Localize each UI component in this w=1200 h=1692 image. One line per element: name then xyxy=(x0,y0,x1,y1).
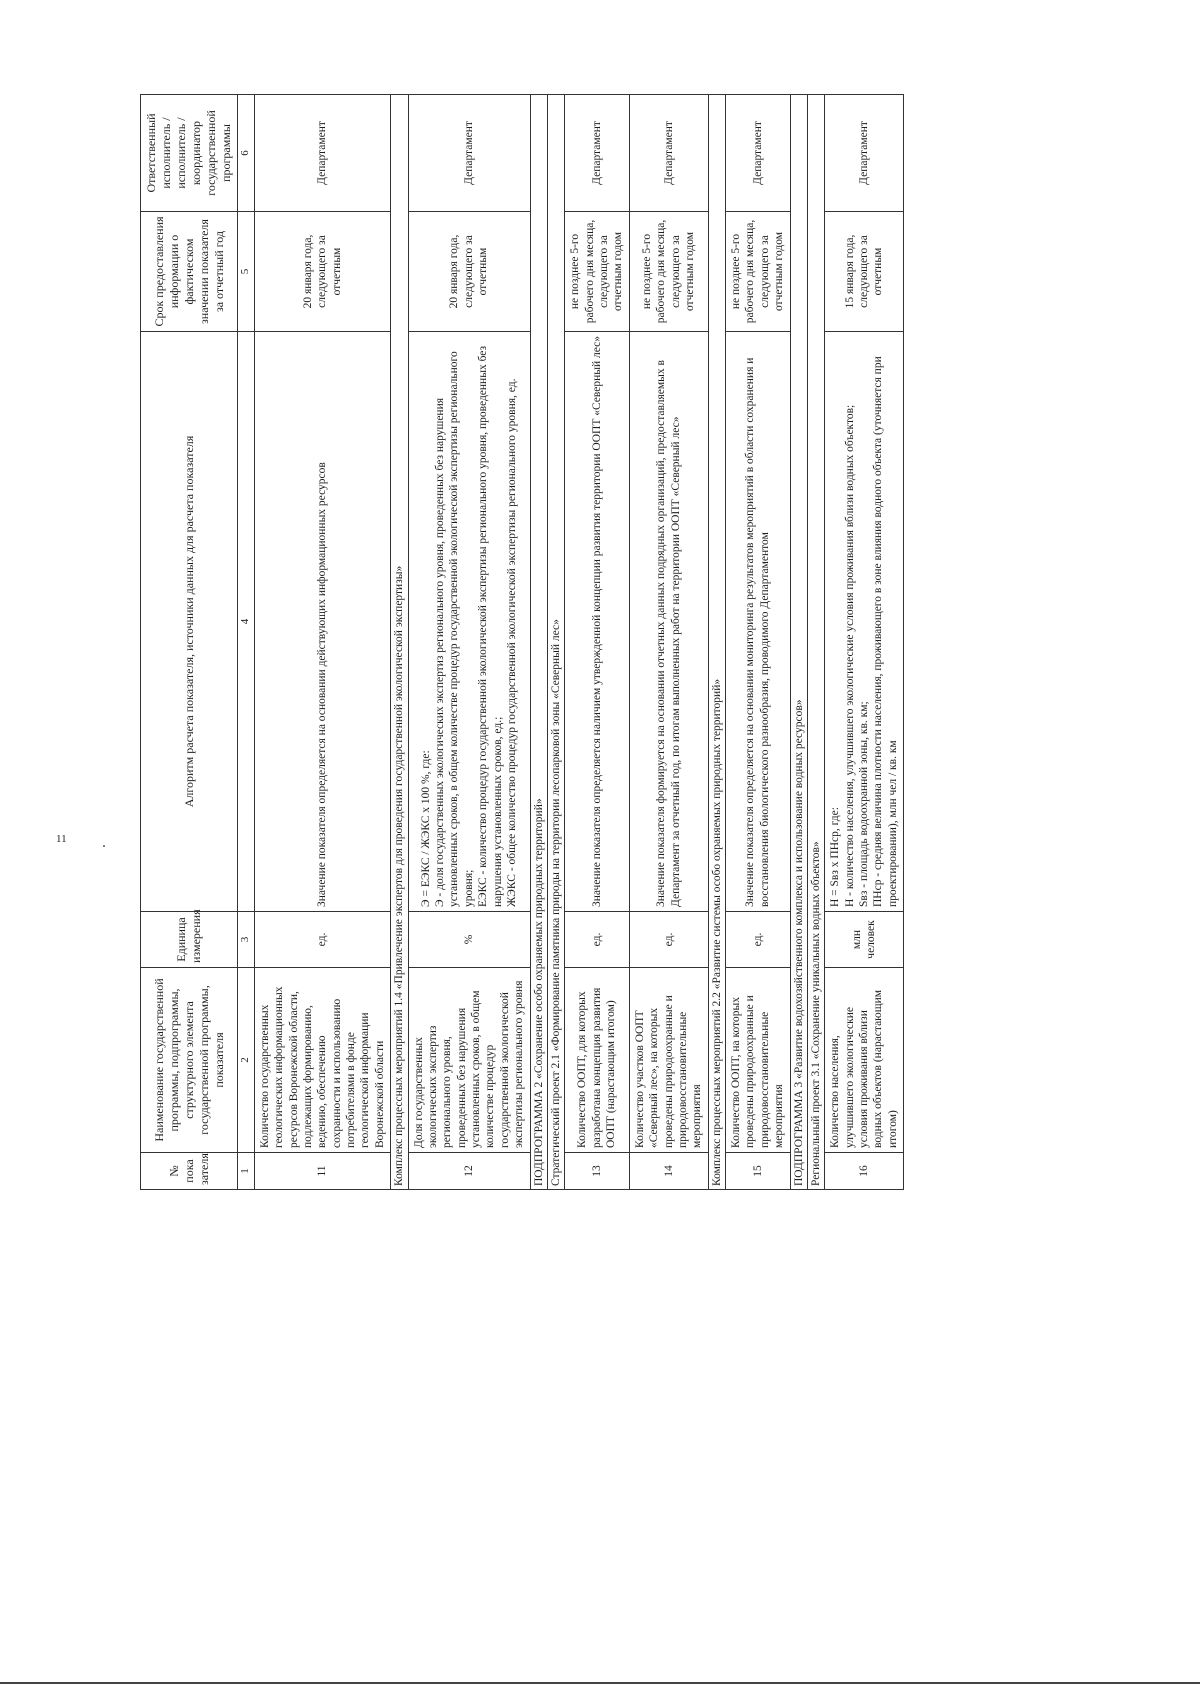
table-body xyxy=(254,95,903,1190)
table-row xyxy=(565,95,630,1190)
indicator-name: Количество населения, улучшившего экологические условия проживания вблизи водных объектов (нарастающим итогом) xyxy=(825,968,904,1153)
unit-cell: млн человек xyxy=(825,912,904,968)
indicator-name: Количество государственных геологических информационных ресурсов Воронежской области, подлежащих формированию, ведению, обеспечению сохранности и использованию потребителями в фонде геологической информации Воронежской области xyxy=(254,968,390,1153)
indicator-number: 16 xyxy=(825,1153,904,1190)
indicator-name: Количество участков ООПТ «Северный лес», на которых проведены природоохранные и природовосстановительные мероприятия xyxy=(629,968,708,1153)
header-cell-deadline: Срок предоставления информации о фактическом значении показателя за отчетный год xyxy=(141,212,238,332)
scan-speck xyxy=(103,845,105,847)
section-title: Комплекс процессных мероприятий 2.2 «Развитие системы особо охраняемых природных территорий» xyxy=(708,95,725,1190)
section-title: Комплекс процессных мероприятий 1.4 «Привлечение экспертов для проведения государственной экологической экспертизы» xyxy=(391,95,408,1190)
header-row xyxy=(141,95,238,1190)
algorithm-cell: Значение показателя определяется на основании мониторинга результатов мероприятий в области сохранения и восстановления биологического разнообразия, проводимого Департаментом xyxy=(726,332,791,912)
section-title: ПОДПРОГРАММА 3 «Развитие водохозяйственного комплекса и использование водных ресурсов» xyxy=(790,95,807,1190)
indicator-number: 14 xyxy=(629,1153,708,1190)
column-number: 2 xyxy=(238,968,255,1153)
responsible-cell: Департамент xyxy=(726,95,791,212)
deadline-cell: 15 января года, следующего за отчетным xyxy=(825,212,904,332)
table-row xyxy=(825,95,904,1190)
responsible-cell: Департамент xyxy=(565,95,630,212)
responsible-cell: Департамент xyxy=(825,95,904,212)
column-number: 3 xyxy=(238,912,255,968)
indicator-name: Количество ООПТ, на которых проведены природоохранные и природовосстановительные мероприятия xyxy=(726,968,791,1153)
algorithm-cell: Значение показателя формируется на основании отчетных данных подрядных организаций, предоставляемых в Департамент за отчетный год, по итогам выполненных работ на территории ООПТ «Северный лес» xyxy=(629,332,708,912)
rotated-table-container xyxy=(140,95,904,1190)
indicator-number: 12 xyxy=(408,1153,530,1190)
unit-cell: ед. xyxy=(629,912,708,968)
responsible-cell: Департамент xyxy=(254,95,390,212)
unit-cell: ед. xyxy=(565,912,630,968)
responsible-cell: Департамент xyxy=(629,95,708,212)
table-row xyxy=(629,95,708,1190)
indicator-number: 15 xyxy=(726,1153,791,1190)
column-number: 5 xyxy=(238,212,255,332)
indicator-name: Доля государственных экологических экспертиз регионального уровня, проведенных без нарушения установленных сроков, в общем количестве процедур государственной экологической экспертизы регионального уровня xyxy=(408,968,530,1153)
algorithm-cell: Н = Sвз х ПНср, где: Н - количество населения, улучшившего экологические условия проживания вблизи водных объектов; Sвз - площадь водоохранной зоны, кв. км; ПНср - средняя величина плотности населения, проживающего в зоне влияния водного объекта (уточняется при проектировании), млн чел / кв. км xyxy=(825,332,904,912)
page-number: 11 xyxy=(56,833,67,845)
deadline-cell: не позднее 5-го рабочего дня месяца, следующего за отчетным годом xyxy=(726,212,791,332)
column-number: 4 xyxy=(238,332,255,912)
algorithm-cell: Значение показателя определяется на основании действующих информационных ресурсов xyxy=(254,332,390,912)
header-cell-algorithm: Алгоритм расчета показателя, источники данных для расчета показателя xyxy=(141,332,238,912)
indicators-table xyxy=(140,94,904,1190)
column-number-row xyxy=(238,95,255,1190)
algorithm-cell: Значение показателя определяется наличием утвержденной концепции развития территории ООПТ «Северный лес» xyxy=(565,332,630,912)
responsible-cell: Департамент xyxy=(408,95,530,212)
column-number: 6 xyxy=(238,95,255,212)
table-row xyxy=(408,95,530,1190)
indicator-number: 11 xyxy=(254,1153,390,1190)
section-title: ПОДПРОГРАММА 2 «Сохранение особо охраняемых природных территорий» xyxy=(530,95,547,1190)
header-cell-unit: Единица измерения xyxy=(141,912,238,968)
section-row xyxy=(547,95,564,1190)
section-title: Региональный проект 3.1 «Сохранение уникальных водных объектов» xyxy=(807,95,824,1190)
indicator-name: Количество ООПТ, для которых разработана концепция развития ООПТ (нарастающим итогом) xyxy=(565,968,630,1153)
table-row xyxy=(254,95,390,1190)
header-cell-responsible: Ответственный исполнитель / исполнитель / координатор государственной программы xyxy=(141,95,238,212)
unit-cell: % xyxy=(408,912,530,968)
section-row xyxy=(807,95,824,1190)
header-cell-num: № пока зателя xyxy=(141,1153,238,1190)
column-number: 1 xyxy=(238,1153,255,1190)
section-row xyxy=(530,95,547,1190)
deadline-cell: 20 января года, следующего за отчетным xyxy=(254,212,390,332)
section-row xyxy=(790,95,807,1190)
table-row xyxy=(726,95,791,1190)
deadline-cell: 20 января года, следующего за отчетным xyxy=(408,212,530,332)
indicator-number: 13 xyxy=(565,1153,630,1190)
section-row xyxy=(708,95,725,1190)
deadline-cell: не позднее 5-го рабочего дня месяца, следующего за отчетным годом xyxy=(565,212,630,332)
unit-cell: ед. xyxy=(726,912,791,968)
section-row xyxy=(391,95,408,1190)
section-title: Стратегический проект 2.1 «Формирование памятника природы на территории лесопарковой зоны «Северный лес» xyxy=(547,95,564,1190)
unit-cell: ед. xyxy=(254,912,390,968)
algorithm-cell: Э = ЕЭКС / ЖЭКС х 100 %, где: Э - доля государственных экологических экспертиз регионального уровня, проведенных без нарушения установленных сроков, в общем количестве процедур государственной экологической экспертизы регионального уровня; ЕЭКС - количество процедур государственной экологической экспертизы регионального уровня, проведенных без нарушения установленных сроков, ед.; ЖЭКС - общее количество процедур государственной экологической экспертизы регионального уровня, ед. xyxy=(408,332,530,912)
deadline-cell: не позднее 5-го рабочего дня месяца, следующего за отчетным годом xyxy=(629,212,708,332)
scan-edge-line xyxy=(0,1682,1200,1684)
header-cell-name: Наименование государственной программы, подпрограммы, структурного элемента государственной программы, показателя xyxy=(141,968,238,1153)
